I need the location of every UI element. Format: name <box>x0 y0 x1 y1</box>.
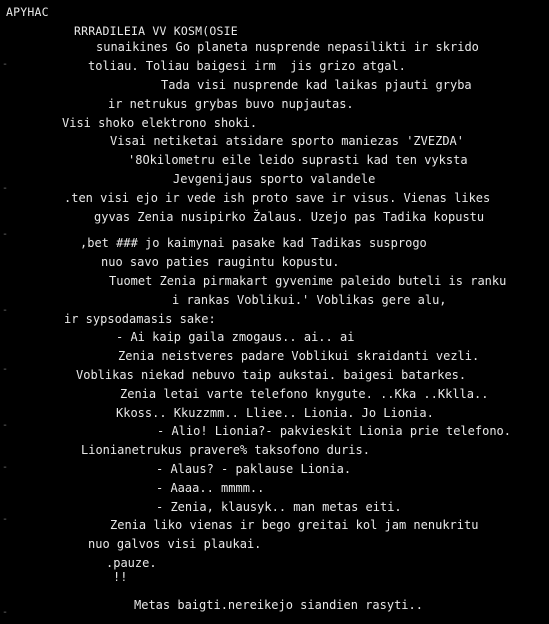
text-line: '8Okilometru eile leido suprasti kad ten vyksta <box>128 153 468 167</box>
text-line: i rankas Voblikui.' Voblikas gere alu, <box>172 293 447 307</box>
text-line: Tada visi nusprende kad laikas pjauti gryba <box>161 78 472 92</box>
margin-tick: - <box>2 305 9 316</box>
text-line: Tuomet Zenia pirmakart gyvenime paleido buteli is ranku <box>109 274 507 288</box>
margin-tick: - <box>2 364 9 375</box>
text-line: ,bet ### jo kaimynai pasake kad Tadikas susprogo <box>80 236 427 250</box>
text-line: Jevgenijaus sporto valandele <box>173 172 376 186</box>
text-line: gyvas Zenia nusipirko Žalaus. Uzejo pas Tadika kopustu <box>94 210 485 224</box>
text-line: Zenia neistveres padare Voblikui skraidanti vezli. <box>118 349 480 363</box>
text-line: - Alio! Lionia?- pakvieskit Lionia prie telefono. <box>157 424 512 438</box>
margin-tick: - <box>2 514 9 525</box>
text-line: Voblikas niekad nebuvo taip aukstai. baigesi batarkes. <box>76 368 467 382</box>
text-line: !! <box>113 570 128 584</box>
text-line: ir netrukus grybas buvo nupjautas. <box>108 97 354 111</box>
corner-label: APYHAC <box>6 5 49 19</box>
text-line: Visi shoko elektrono shoki. <box>62 116 258 130</box>
text-line: sunaikines Go planeta nusprende nepasilikti ir skrido <box>96 40 479 54</box>
margin-tick: - <box>2 462 9 473</box>
text-line: Metas baigti.nereikejo siandien rasyti.. <box>134 598 423 612</box>
text-line: .ten visi ejo ir vede ish proto save ir visus. Vienas likes <box>64 191 491 205</box>
text-line: nuo savo paties raugintu kopustu. <box>101 255 340 269</box>
text-line: - Ai kaip gaila zmogaus.. ai.. ai <box>116 330 355 344</box>
text-line: Lionianetrukus pravere% taksofono duris. <box>81 443 370 457</box>
text-line: Kkoss.. Kkuzzmm.. Lliee.. Lionia. Jo Lionia. <box>116 406 434 420</box>
margin-tick: - <box>2 229 9 240</box>
story-title: RRRADILЕIA VV KOSM(OSIE <box>74 24 238 38</box>
margin-tick: - <box>2 59 9 70</box>
text-line: - Alaus? - paklause Lionia. <box>156 462 352 476</box>
margin-tick: - <box>2 420 9 431</box>
margin-tick: - <box>2 607 9 618</box>
margin-tick: - <box>2 183 9 194</box>
text-line: Visai netiketai atsidare sporto maniezas 'ZVEZDA' <box>110 134 465 148</box>
text-line: nuo galvos visi plaukai. <box>88 537 262 551</box>
text-line: Zenia liko vienas ir bego greitai kol jam nenukritu <box>110 518 479 532</box>
text-line: - Zenia, klausyk.. man metas eiti. <box>156 500 402 514</box>
text-line: - Aaaa.. mmmm.. <box>156 481 265 495</box>
text-line: .pauze. <box>106 556 157 570</box>
text-line: ir sypsodamasis sake: <box>64 312 216 326</box>
text-line: toliau. Toliau baigesi irm jis grizo atgal. <box>88 59 406 73</box>
text-line: Zenia letai varte telefono knygute. ..Kka ..Kklla.. <box>120 387 489 401</box>
